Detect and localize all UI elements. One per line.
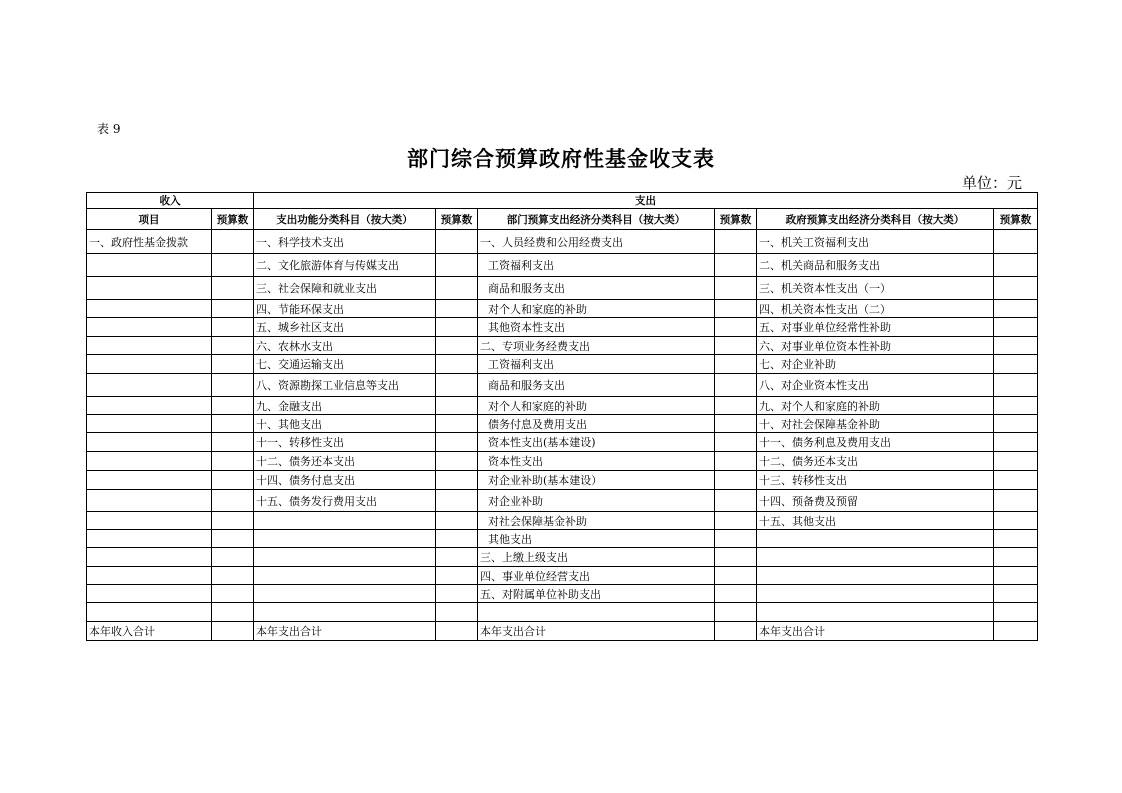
func-class-cell [254,585,436,603]
gov-econ-cell: 二、机关商品和服务支出 [757,254,994,277]
dept-econ-cell: 五、对附属单位补助支出 [478,585,715,603]
budget-cell [436,567,478,585]
budget-cell [994,300,1038,318]
gov-econ-cell: 十五、其他支出 [757,512,994,530]
gov-econ-cell [757,548,994,567]
budget-cell [212,622,254,641]
dept-econ-cell: 对个人和家庭的补助 [478,300,715,318]
col-header-budget: 预算数 [715,209,757,230]
gov-econ-cell: 一、机关工资福利支出 [757,230,994,254]
budget-cell [436,585,478,603]
table-row [87,318,1038,337]
dept-econ-cell: 四、事业单位经营支出 [478,567,715,585]
budget-cell [715,585,757,603]
budget-cell [994,452,1038,471]
budget-cell [715,603,757,622]
budget-cell [436,374,478,397]
budget-cell [994,585,1038,603]
income-item-cell [87,397,212,415]
table-row [87,277,1038,300]
income-item-cell [87,603,212,622]
income-item-cell [87,277,212,300]
budget-cell [212,415,254,433]
func-class-cell [254,567,436,585]
budget-cell [436,254,478,277]
col-header-item: 项目 [87,209,212,230]
budget-cell [715,415,757,433]
table-row [87,355,1038,374]
budget-cell [436,471,478,490]
col-header-gov-econ: 政府预算支出经济分类科目（按大类） [757,209,994,230]
table-row [87,254,1038,277]
budget-cell [212,300,254,318]
gov-econ-cell: 七、对企业补助 [757,355,994,374]
gov-econ-cell: 九、对个人和家庭的补助 [757,397,994,415]
dept-econ-cell: 债务付息及费用支出 [478,415,715,433]
totals-row [87,622,1038,641]
budget-cell [715,374,757,397]
budget-cell [715,471,757,490]
budget-cell [994,490,1038,512]
table-row [87,415,1038,433]
income-total-label: 本年收入合计 [87,622,212,641]
func-class-cell: 一、科学技术支出 [254,230,436,254]
budget-cell [715,548,757,567]
table-row [87,603,1038,622]
dept-econ-cell: 商品和服务支出 [478,277,715,300]
budget-cell [212,471,254,490]
dept-econ-cell: 一、人员经费和公用经费支出 [478,230,715,254]
budget-cell [715,530,757,548]
budget-cell [436,230,478,254]
table-number: 表 9 [97,122,121,136]
col-header-budget: 预算数 [436,209,478,230]
dept-econ-cell [478,603,715,622]
func-class-cell: 五、城乡社区支出 [254,318,436,337]
budget-cell [715,567,757,585]
table-row [87,230,1038,254]
budget-cell [436,548,478,567]
gov-econ-cell: 十四、预备费及预留 [757,490,994,512]
budget-cell [212,512,254,530]
budget-cell [715,397,757,415]
budget-cell [994,548,1038,567]
dept-econ-cell: 其他支出 [478,530,715,548]
budget-cell [715,230,757,254]
table-row [87,433,1038,452]
budget-cell [994,277,1038,300]
budget-cell [994,230,1038,254]
income-item-cell [87,433,212,452]
income-item-cell [87,548,212,567]
budget-cell [212,530,254,548]
func-class-cell: 七、交通运输支出 [254,355,436,374]
budget-cell [436,355,478,374]
gov-econ-cell [757,603,994,622]
dept-econ-cell: 资本性支出(基本建设) [478,433,715,452]
gov-econ-cell: 五、对事业单位经常性补助 [757,318,994,337]
budget-cell [212,337,254,355]
budget-cell [436,622,478,641]
gov-econ-cell: 十一、债务利息及费用支出 [757,433,994,452]
budget-cell [436,530,478,548]
budget-cell [212,254,254,277]
dept-econ-cell: 商品和服务支出 [478,374,715,397]
budget-cell [212,374,254,397]
func-total-label: 本年支出合计 [254,622,436,641]
income-item-cell [87,530,212,548]
col-header-func-class: 支出功能分类科目（按大类） [254,209,436,230]
budget-cell [212,318,254,337]
budget-cell [715,277,757,300]
func-class-cell: 二、文化旅游体育与传媒支出 [254,254,436,277]
budget-cell [436,452,478,471]
budget-cell [994,530,1038,548]
budget-cell [436,433,478,452]
func-class-cell: 九、金融支出 [254,397,436,415]
unit-label: 单位：元 [962,174,1023,192]
income-item-cell [87,567,212,585]
budget-cell [212,452,254,471]
budget-cell [994,415,1038,433]
budget-cell [436,415,478,433]
dept-econ-cell: 对企业补助(基本建设） [478,471,715,490]
gov-econ-cell: 十三、转移性支出 [757,471,994,490]
dept-econ-cell: 资本性支出 [478,452,715,471]
gov-total-label: 本年支出合计 [757,622,994,641]
budget-cell [212,585,254,603]
income-item-cell [87,355,212,374]
func-class-cell [254,603,436,622]
income-item-cell: 一、政府性基金拨款 [87,230,212,254]
income-item-cell [87,585,212,603]
budget-cell [994,397,1038,415]
table-row [87,452,1038,471]
gov-econ-cell [757,530,994,548]
budget-cell [436,300,478,318]
func-class-cell: 十五、债务发行费用支出 [254,490,436,512]
budget-cell [715,318,757,337]
dept-econ-cell: 工资福利支出 [478,254,715,277]
budget-cell [994,512,1038,530]
table-row [87,300,1038,318]
table-row [87,512,1038,530]
func-class-cell: 四、节能环保支出 [254,300,436,318]
table-row [87,585,1038,603]
func-class-cell [254,512,436,530]
budget-cell [212,355,254,374]
table-row [87,337,1038,355]
gov-econ-cell: 六、对事业单位资本性补助 [757,337,994,355]
budget-cell [212,603,254,622]
budget-cell [715,452,757,471]
budget-cell [436,603,478,622]
page-title: 部门综合预算政府性基金收支表 [407,146,715,171]
dept-econ-cell: 工资福利支出 [478,355,715,374]
budget-cell [212,490,254,512]
budget-cell [212,277,254,300]
budget-cell [994,355,1038,374]
func-class-cell: 十二、债务还本支出 [254,452,436,471]
func-class-cell: 六、农林水支出 [254,337,436,355]
budget-cell [212,433,254,452]
dept-econ-cell: 对企业补助 [478,490,715,512]
table-row [87,530,1038,548]
budget-cell [212,230,254,254]
table-row [87,374,1038,397]
income-item-cell [87,490,212,512]
gov-econ-cell [757,567,994,585]
income-item-cell [87,512,212,530]
income-item-cell [87,337,212,355]
budget-cell [715,512,757,530]
budget-table [86,192,1038,641]
func-class-cell: 十一、转移性支出 [254,433,436,452]
budget-cell [715,622,757,641]
budget-cell [715,433,757,452]
budget-cell [715,337,757,355]
budget-cell [994,318,1038,337]
income-item-cell [87,318,212,337]
func-class-cell [254,548,436,567]
budget-cell [994,567,1038,585]
budget-cell [436,337,478,355]
gov-econ-cell: 八、对企业资本性支出 [757,374,994,397]
table-row [87,397,1038,415]
dept-econ-cell: 其他资本性支出 [478,318,715,337]
col-header-dept-econ: 部门预算支出经济分类科目（按大类） [478,209,715,230]
budget-cell [212,567,254,585]
budget-cell [436,490,478,512]
group-header-row [87,193,1038,209]
table-row [87,567,1038,585]
column-header-row [87,209,1038,230]
budget-cell [436,397,478,415]
budget-cell [994,374,1038,397]
gov-econ-cell: 十二、债务还本支出 [757,452,994,471]
budget-cell [715,254,757,277]
budget-cell [436,277,478,300]
dept-total-label: 本年支出合计 [478,622,715,641]
table-row [87,490,1038,512]
income-item-cell [87,452,212,471]
dept-econ-cell: 三、上缴上级支出 [478,548,715,567]
gov-econ-cell: 四、机关资本性支出（二） [757,300,994,318]
income-item-cell [87,300,212,318]
func-class-cell: 十四、债务付息支出 [254,471,436,490]
col-header-budget: 预算数 [212,209,254,230]
budget-cell [715,300,757,318]
expense-group-header: 支出 [254,193,1038,209]
func-class-cell [254,530,436,548]
dept-econ-cell: 对个人和家庭的补助 [478,397,715,415]
col-header-budget: 预算数 [994,209,1038,230]
func-class-cell: 三、社会保障和就业支出 [254,277,436,300]
dept-econ-cell: 对社会保障基金补助 [478,512,715,530]
budget-cell [715,355,757,374]
income-item-cell [87,471,212,490]
budget-cell [994,337,1038,355]
income-item-cell [87,374,212,397]
gov-econ-cell [757,585,994,603]
budget-cell [212,397,254,415]
income-group-header: 收入 [87,193,254,209]
dept-econ-cell: 二、专项业务经费支出 [478,337,715,355]
func-class-cell: 十、其他支出 [254,415,436,433]
gov-econ-cell: 十、对社会保障基金补助 [757,415,994,433]
budget-cell [436,318,478,337]
gov-econ-cell: 三、机关资本性支出（一） [757,277,994,300]
budget-cell [994,471,1038,490]
table-row [87,548,1038,567]
budget-cell [994,433,1038,452]
budget-cell [436,512,478,530]
budget-cell [994,622,1038,641]
budget-cell [994,254,1038,277]
budget-cell [994,603,1038,622]
income-item-cell [87,415,212,433]
budget-cell [715,490,757,512]
budget-cell [212,548,254,567]
table-row [87,471,1038,490]
func-class-cell: 八、资源勘探工业信息等支出 [254,374,436,397]
income-item-cell [87,254,212,277]
